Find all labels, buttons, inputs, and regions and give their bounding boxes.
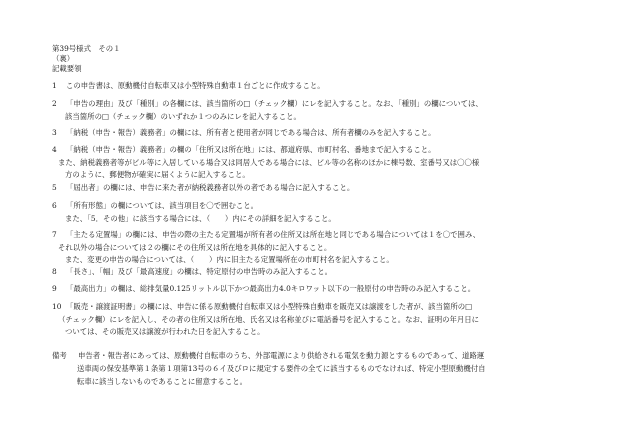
item-text: 「長さ」、「幅」及び「最高速度」の欄は、特定原付の申告時のみ記入すること。 (66, 267, 333, 276)
item-text: 「納税（申告・報告）義務者」の欄の「住所又は所在地」には、都道府県、市町村名、番地まで記入すること。 (66, 145, 436, 154)
instruction-item-9 (52, 283, 620, 296)
item-text: 方のように、郵便物が確実に届くように記入すること。 (65, 170, 250, 179)
item-text: 「販売・譲渡証明書」の欄には、申告に係る原動機付自転車又は小型特殊自動車を販売又は譲渡をした者が、該当箇所の□ (66, 302, 473, 311)
instruction-item-5 (52, 182, 620, 195)
item-number: 10 (52, 302, 62, 311)
item-text: また、「5．その他」に該当する場合には、（ ）内にその詳細を記入すること。 (65, 213, 336, 223)
instruction-item-6 (52, 200, 620, 225)
item-number: 4 (52, 145, 57, 154)
item-text: また、変更の申告の場合については、（ ）内に旧主たる定置場所在の市町村名を記入すること。 (65, 255, 394, 264)
item-number: 3 (52, 128, 57, 137)
instruction-item-7 (52, 229, 620, 267)
item-number: 5 (52, 183, 57, 192)
item-text: この申告書は、原動機付自転車又は小型特殊自動車１台ごとに作成すること。 (66, 81, 325, 90)
instruction-item-4 (52, 144, 620, 182)
item-text: 「所有形態」の欄については、該当項目を〇で囲むこと。 (66, 201, 259, 210)
item-number: 6 (52, 201, 57, 210)
instruction-item-8 (52, 266, 620, 279)
item-text: また、納税義務者等がビル等に入居している場合又は同居人である場合には、ビル等の名称のほかに棟号数、室番号又は〇〇様 (58, 157, 480, 167)
item-number: 8 (52, 267, 57, 276)
form-number: 第39号様式 その１ (52, 44, 121, 53)
instruction-item-1 (52, 80, 620, 93)
item-text: それ以外の場合については２の欄にその住所又は所在地を具体的に記入すること。 (58, 242, 332, 252)
item-number: 2 (52, 99, 57, 108)
item-number: 7 (52, 230, 57, 239)
item-text: 「申告の理由」及び「種別」の各欄には、該当箇所の□（チェック欄）にレを記入すること。なお、「種別」の欄については、 (66, 99, 483, 108)
instruction-item-2 (52, 98, 620, 123)
remarks-label: 備考 (52, 351, 67, 360)
instruction-item-3 (52, 127, 620, 140)
item-text: （チェック欄）にレを記入し、その者の住所又は所在地、氏名又は名称並びに電話番号を記入すること。なお、証明の年月日に (58, 314, 480, 324)
item-text: 「屆出者」の欄には、申告に来た者が納税義務者以外の者である場合に記入すること。 (66, 183, 355, 192)
item-number: 9 (52, 284, 57, 293)
remarks-text: 申告者・報告者にあっては、原動機付自転車のうち、外部電源により供給される電気を動力源とするものであって、道路運 (78, 351, 485, 360)
item-text: ついては、その販売又は譲渡が行われた日を記入すること。 (65, 327, 265, 336)
remarks (52, 349, 620, 388)
item-text: 「納税（申告・報告）義務者」の欄には、所有者と使用者が同じである場合は、所有者欄のみを記入すること。 (66, 128, 436, 137)
guide-title: 記載要領 (52, 64, 82, 73)
item-text: 該当箇所の□（チェック欄）のいずれか１つのみにレを記入すること。 (65, 111, 301, 121)
item-number: 1 (52, 81, 57, 90)
remarks-text: 転車に該当しないものであることに留意すること。 (77, 377, 247, 386)
side-label: （裏） (52, 54, 75, 63)
item-text: 「主たる定置場」の欄には、申告の際の主たる定置場が所有者の住所又は所在地と同じである場合については１を〇で囲み、 (66, 230, 481, 239)
instruction-item-10 (52, 301, 620, 339)
remarks-text: 送車両の保安基準第１条第１項第13号の６イ及びロに規定する要件の全てに該当するものでなければ、特定小型原動機付自 (77, 364, 486, 373)
item-text: 「最高出力」の欄は、総排気量0.125リットル以下かつ最高出力4.0キロワット以下の一般原付の申告時のみ記入すること。 (66, 284, 476, 293)
